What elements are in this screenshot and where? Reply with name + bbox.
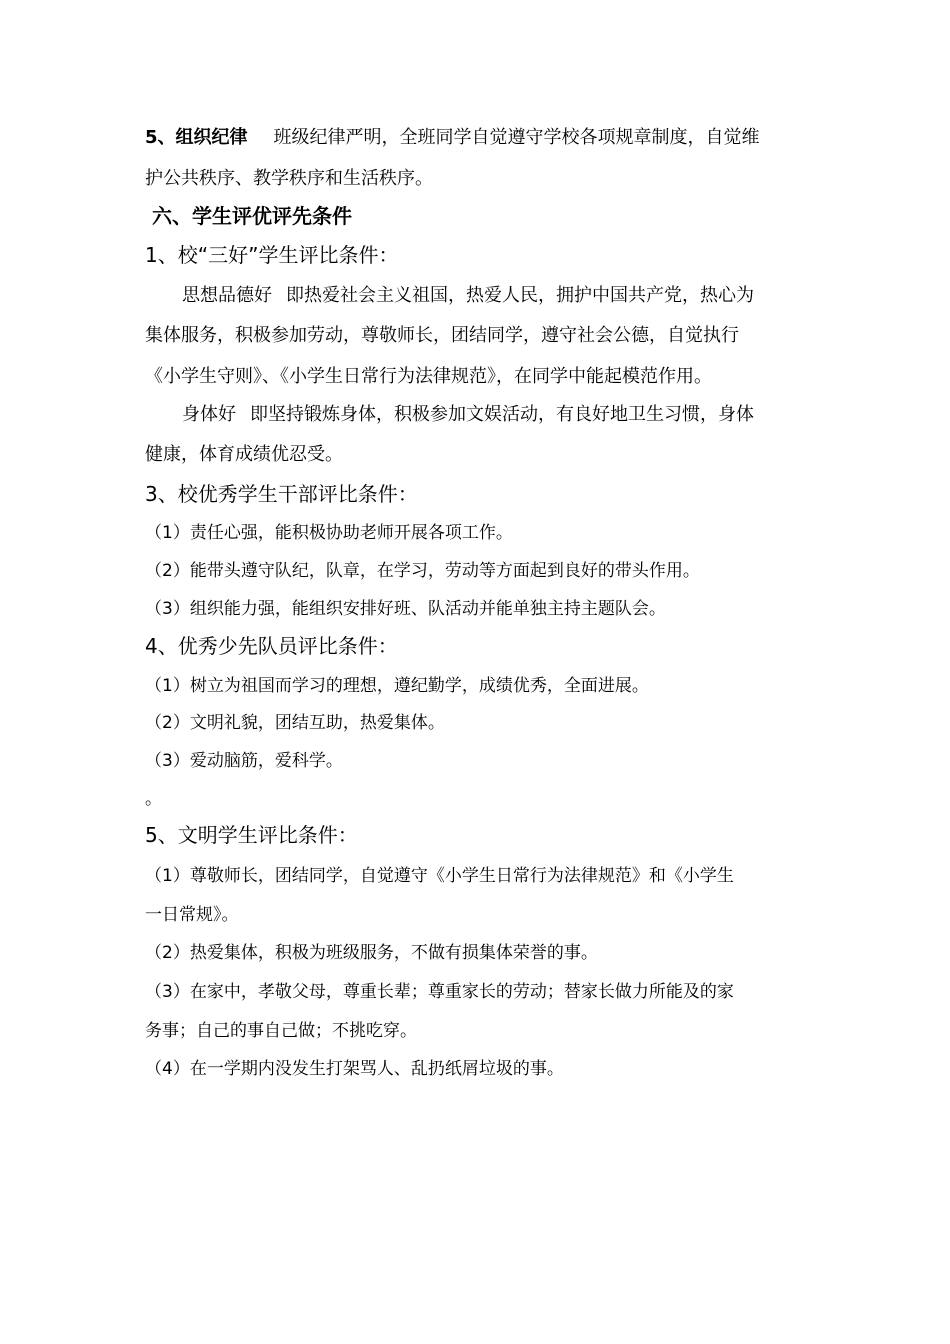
cadre-item-3: （3）组织能力强，能组织安排好班、队活动并能单独主持主题队会。 xyxy=(145,599,666,619)
civilized-item-2: （2）热爱集体，积极为班级服务，不做有损集体荣誉的事。 xyxy=(145,943,598,963)
cadre-item-2: （2）能带头遵守队纪，队章，在学习，劳动等方面起到良好的带头作用。 xyxy=(145,561,700,581)
civilized-item-3-line-2: 务事；自己的事自己做；不挑吃穿。 xyxy=(145,1021,417,1041)
pioneer-heading: 4、优秀少先队员评比条件： xyxy=(145,634,398,658)
cadre-heading: 3、校优秀学生干部评比条件： xyxy=(145,482,418,506)
civilized-item-4: （4）在一学期内没发生打架骂人、乱扔纸屑垃圾的事。 xyxy=(145,1059,564,1079)
civilized-heading: 5、文明学生评比条件： xyxy=(145,823,358,847)
moral-line-1 xyxy=(182,284,754,308)
civilized-item-1-line-1: （1）尊敬师长，团结同学，自觉遵守《小学生日常行为法律规范》和《小学生 xyxy=(145,866,734,886)
body-text-1: 即坚持锻炼身体，积极参加文娱活动，有良好地卫生习惯，身体 xyxy=(250,404,754,425)
section-six-title: 六、学生评优评先条件 xyxy=(152,204,352,228)
org-discipline-heading: 5、组织纪律 xyxy=(145,127,248,148)
moral-line-2: 集体服务，积极参加劳动，尊敬师长，团结同学，遵守社会公德，自觉执行 xyxy=(145,325,739,346)
moral-text-1: 即热爱社会主义祖国，热爱人民，拥护中国共产党，热心为 xyxy=(286,285,754,306)
pioneer-item-3: （3）爱动脑筋，爱科学。 xyxy=(145,751,343,771)
civilized-item-1-line-2: 一日常规》。 xyxy=(145,905,239,925)
stray-period: 。 xyxy=(145,789,162,809)
body-label: 身体好 xyxy=(182,404,236,425)
org-discipline-line-2: 护公共秩序、教学秩序和生活秩序。 xyxy=(145,168,433,189)
org-discipline-text-1: 班级纪律严明，全班同学自觉遵守学校各项规章制度，自觉维 xyxy=(273,127,760,148)
civilized-item-3-line-1: （3）在家中，孝敬父母，尊重长辈；尊重家长的劳动；替家长做力所能及的家 xyxy=(145,982,734,1002)
moral-line-3: 《小学生守则》、《小学生日常行为法律规范》，在同学中能起模范作用。 xyxy=(145,366,712,387)
pioneer-item-2: （2）文明礼貌，团结互助，热爱集体。 xyxy=(145,713,445,733)
body-line-2: 健康，体育成绩优忍受。 xyxy=(145,444,343,465)
body-line-1 xyxy=(182,403,754,427)
three-good-heading: 1、校“三好”学生评比条件： xyxy=(145,243,399,267)
org-discipline-line-1 xyxy=(145,126,760,150)
pioneer-item-1: （1）树立为祖国而学习的理想，遵纪勤学，成绩优秀，全面进展。 xyxy=(145,676,649,696)
cadre-item-1: （1）责任心强，能积极协助老师开展各项工作。 xyxy=(145,523,513,543)
moral-label: 思想品德好 xyxy=(182,285,272,306)
